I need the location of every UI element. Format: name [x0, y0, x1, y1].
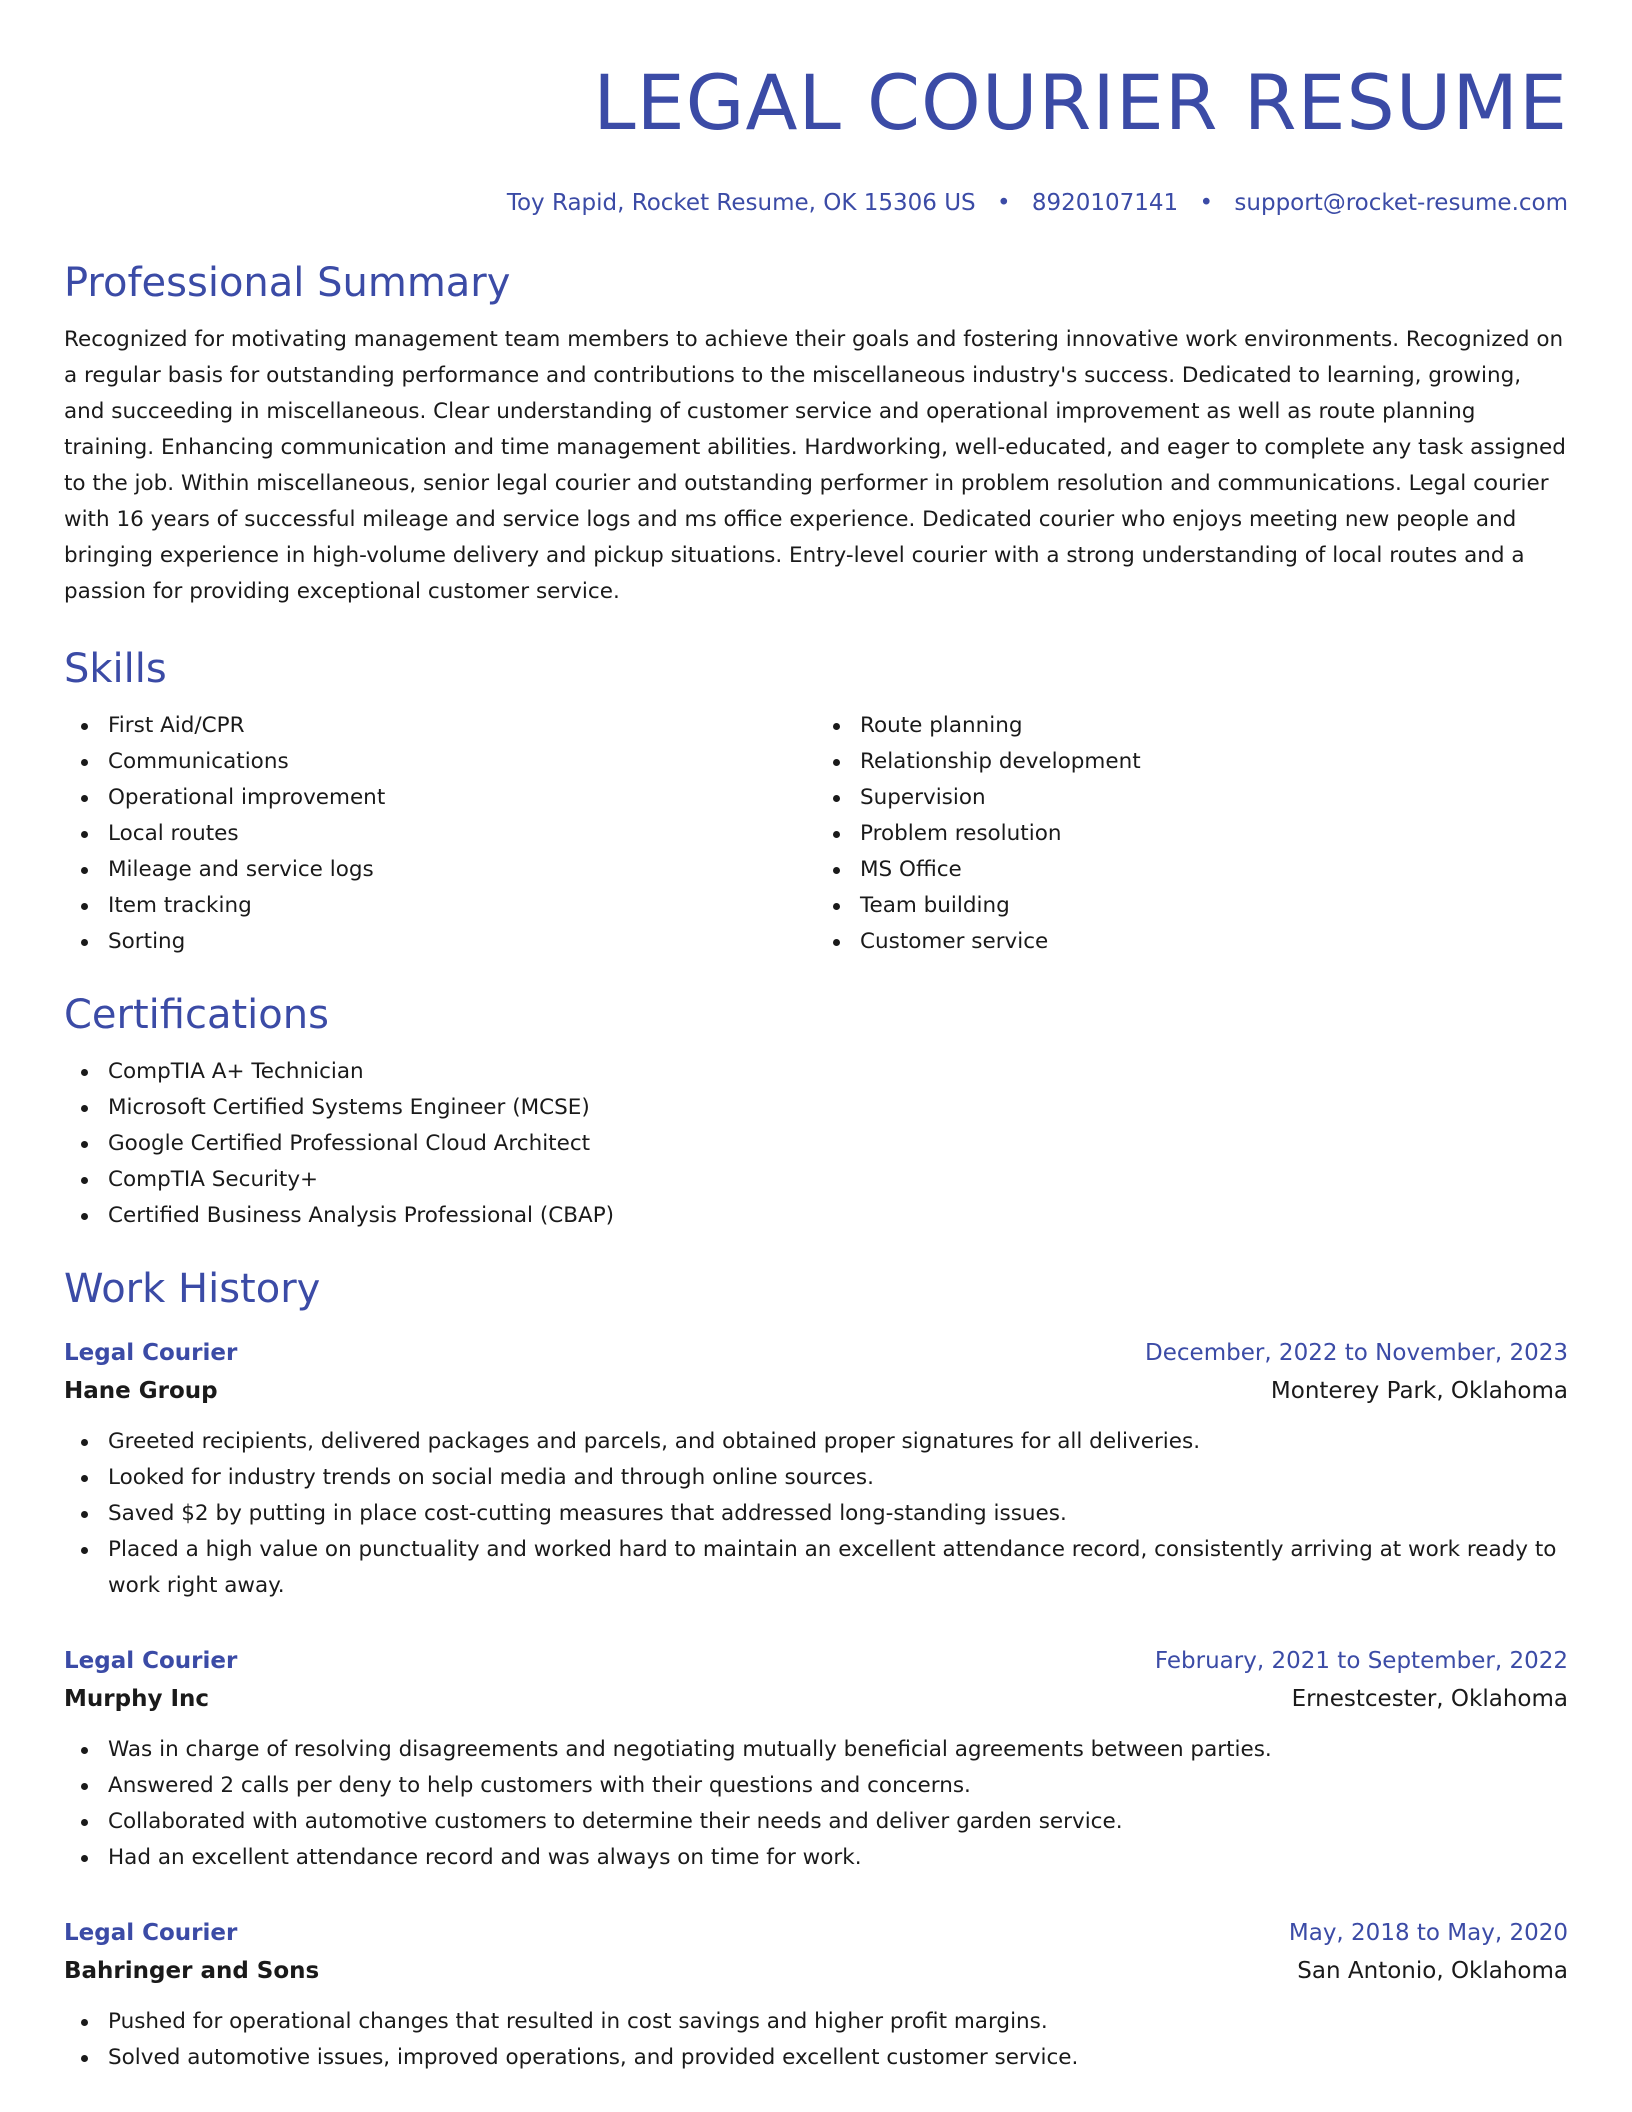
certification-item: CompTIA A+ Technician	[108, 1054, 1568, 1090]
job-entry	[64, 1642, 1568, 1876]
job-duty-item: Looked for industry trends on social media and through online sources.	[108, 1460, 1568, 1496]
skill-item: Relationship development	[860, 744, 1568, 780]
skill-item: Local routes	[108, 816, 816, 852]
skill-item: Communications	[108, 744, 816, 780]
skill-item: Team building	[860, 888, 1568, 924]
job-duty-item: Solved automotive issues, improved operations, and provided excellent customer service.	[108, 2040, 1568, 2076]
job-entry	[64, 1334, 1568, 1604]
job-title: Legal Courier	[64, 1648, 238, 1674]
summary-text: Recognized for motivating management team members to achieve their goals and fostering innovative work environments. Recognized on a regular basis for outstanding performance and contributions to the miscellaneous industry's success. Dedicated to learning, growing, and succeeding in miscellaneous. Clear understanding of customer service and operational improvement as well as route planning training. Enhancing communication and time management abilities. Hardworking, well-educated, and eager to complete any task assigned to the job. Within miscellaneous, senior legal courier and outstanding performer in problem resolution and communications. Legal courier with 16 years of successful mileage and service logs and ms office experience. Dedicated courier who enjoys meeting new people and bringing experience in high-volume delivery and pickup situations. Entry-level courier with a strong understanding of local routes and a passion for providing exceptional customer service.	[64, 327, 1566, 604]
certification-item: Google Certified Professional Cloud Architect	[108, 1126, 1568, 1162]
job-duty-item: Placed a high value on punctuality and worked hard to maintain an excellent attendance record, consistently arriving at work ready to work right away.	[108, 1532, 1568, 1604]
contact-phone: 8920107141	[1031, 190, 1179, 216]
skill-item: First Aid/CPR	[108, 708, 816, 744]
contact-line	[64, 188, 1568, 218]
contact-address: Toy Rapid, Rocket Resume, OK 15306 US	[506, 190, 976, 216]
job-company: Murphy Inc	[64, 1686, 210, 1712]
skills-list-right	[816, 708, 1568, 960]
contact-separator: •	[1199, 190, 1214, 216]
job-entry	[64, 1914, 1568, 2076]
skill-item: Supervision	[860, 780, 1568, 816]
job-dates: May, 2018 to May, 2020	[1288, 1920, 1568, 1946]
skill-item: Problem resolution	[860, 816, 1568, 852]
job-title: Legal Courier	[64, 1920, 238, 1946]
certification-item: CompTIA Security+	[108, 1162, 1568, 1198]
job-duties-list	[64, 2004, 1568, 2076]
job-duty-item: Was in charge of resolving disagreements and negotiating mutually beneficial agreements between parties.	[108, 1732, 1568, 1768]
job-duty-item: Pushed for operational changes that resulted in cost savings and higher profit margins.	[108, 2004, 1568, 2040]
skill-item: MS Office	[860, 852, 1568, 888]
job-location: San Antonio, Oklahoma	[1297, 1958, 1568, 1984]
skill-item: Mileage and service logs	[108, 852, 816, 888]
section-heading: Certifications	[64, 992, 329, 1038]
contact-separator: •	[996, 190, 1011, 216]
job-title: Legal Courier	[64, 1340, 238, 1366]
job-duty-item: Had an excellent attendance record and was always on time for work.	[108, 1840, 1568, 1876]
resume-title: LEGAL COURIER RESUME	[593, 58, 1568, 147]
job-company: Hane Group	[64, 1378, 218, 1404]
job-duties-list	[64, 1424, 1568, 1604]
job-duties-list	[64, 1732, 1568, 1876]
job-company: Bahringer and Sons	[64, 1958, 320, 1984]
job-dates: December, 2022 to November, 2023	[1145, 1340, 1568, 1366]
professional-summary-section	[64, 258, 1568, 610]
skills-list-left	[64, 708, 816, 960]
skill-item: Item tracking	[108, 888, 816, 924]
skill-item: Operational improvement	[108, 780, 816, 816]
certifications-list	[64, 1054, 1568, 1234]
section-heading: Professional Summary	[64, 260, 511, 306]
job-duty-item: Greeted recipients, delivered packages and parcels, and obtained proper signatures for all deliveries.	[108, 1424, 1568, 1460]
job-duty-item: Collaborated with automotive customers to determine their needs and deliver garden service.	[108, 1804, 1568, 1840]
job-location: Ernestcester, Oklahoma	[1291, 1686, 1568, 1712]
certifications-section	[64, 990, 1568, 1234]
job-duty-item: Answered 2 calls per deny to help customers with their questions and concerns.	[108, 1768, 1568, 1804]
skills-grid	[64, 708, 1568, 960]
certification-item: Microsoft Certified Systems Engineer (MCSE)	[108, 1090, 1568, 1126]
certification-item: Certified Business Analysis Professional (CBAP)	[108, 1198, 1568, 1234]
work-history-section	[64, 1264, 1568, 2076]
job-location: Monterey Park, Oklahoma	[1270, 1378, 1568, 1404]
job-duty-item: Saved $2 by putting in place cost-cutting measures that addressed long-standing issues.	[108, 1496, 1568, 1532]
section-heading: Work History	[64, 1266, 321, 1312]
skill-item: Sorting	[108, 924, 816, 960]
skills-section	[64, 644, 1568, 960]
contact-email: support@rocket-resume.com	[1234, 190, 1568, 216]
section-heading: Skills	[64, 646, 167, 692]
skill-item: Customer service	[860, 924, 1568, 960]
job-dates: February, 2021 to September, 2022	[1154, 1648, 1568, 1674]
skill-item: Route planning	[860, 708, 1568, 744]
